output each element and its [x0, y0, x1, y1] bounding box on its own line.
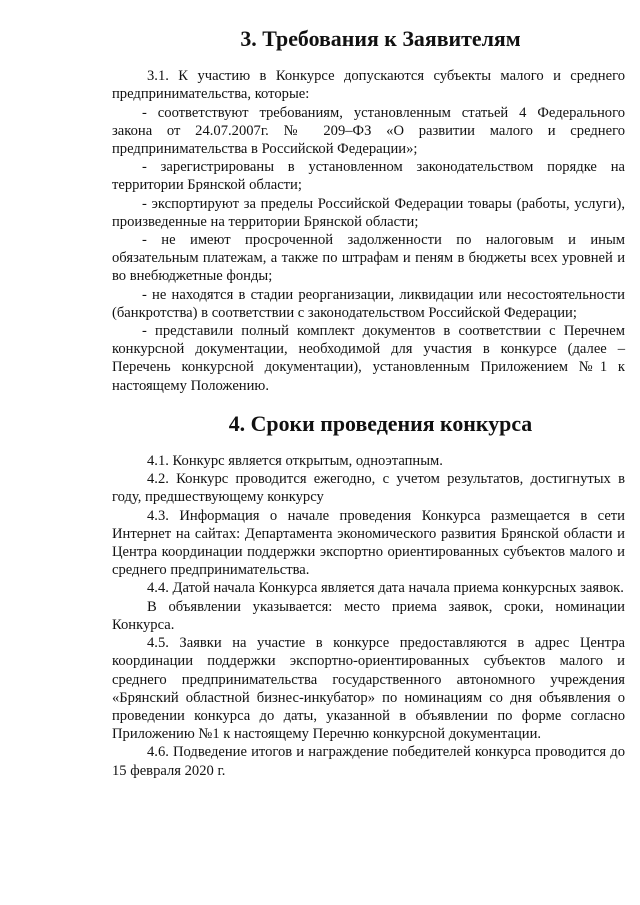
paragraph-3-1: 3.1. К участию в Конкурсе допускаются субъекты малого и среднего предпринимательства, которые:	[112, 68, 625, 103]
list-item-requirement: - не имеют просроченной задолженности по налоговым и иным обязательным платежам, а также по штрафам и пеням в бюджеты всех уровней и во внебюджетные фонды;	[112, 232, 625, 285]
section-4-title: 4. Сроки проведения конкурса	[228, 410, 533, 436]
paragraph-4-6: 4.6. Подведение итогов и награждение победителей конкурса проводится до 15 февраля 2020 г.	[112, 744, 625, 779]
list-item-requirement: - зарегистрированы в установленном законодательством порядке на территории Брянской области;	[112, 159, 625, 194]
list-item-requirement: - экспортируют за пределы Российской Федерации товары (работы, услуги), произведенные на территории Брянской области;	[112, 195, 625, 230]
paragraph-4-2: 4.2. Конкурс проводится ежегодно, с учетом результатов, достигнутых в году, предшествующему конкурсу	[112, 471, 625, 506]
paragraph-announcement: В объявлении указывается: место приема заявок, сроки, номинации Конкурса.	[112, 598, 625, 633]
list-item-requirement: - не находятся в стадии реорганизации, ликвидации или несостоятельности (банкротства) в соответствии с законодательством Российской Федерации;	[112, 286, 625, 321]
list-item-requirement: - соответствуют требованиям, установленным статьей 4 Федерального закона от 24.07.2007г. № 209–ФЗ «О развитии малого и среднего предпринимательства в Российской Федерации»;	[112, 104, 625, 158]
paragraph-4-3: 4.3. Информация о начале проведения Конкурса размещается в сети Интернет на сайтах: Департамента экономического развития Брянской области и Центра координации поддержки экспортно ориентированных субъектов малого и среднего предпринимательства.	[112, 507, 625, 579]
section-3-title: 3. Требования к Заявителям	[240, 26, 521, 51]
paragraph-4-1: 4.1. Конкурс является открытым, одноэтапным.	[147, 453, 443, 470]
list-item-requirement: - представили полный комплект документов в соответствии с Перечнем конкурсной документации, необходимой для участия в конкурсе (далее – Перечень конкурсной документации), установленным Приложением №1 к настоящему Положению.	[112, 323, 625, 394]
paragraph-4-5: 4.5. Заявки на участие в конкурсе предоставляются в адрес Центра координации поддержки экспортно-ориентированных субъектов малого и среднего предпринимательства государственного автономного учреждения «Брянский областной бизнес-инкубатор» по номинациям со дня объявления о проведении конкурса до даты, указанной в объявлении по форме согласно Приложению №1 к настоящему Перечню конкурсной документации.	[112, 635, 625, 743]
paragraph-4-4: 4.4. Датой начала Конкурса является дата начала приема конкурсных заявок.	[147, 580, 624, 597]
document-page	[112, 26, 625, 780]
